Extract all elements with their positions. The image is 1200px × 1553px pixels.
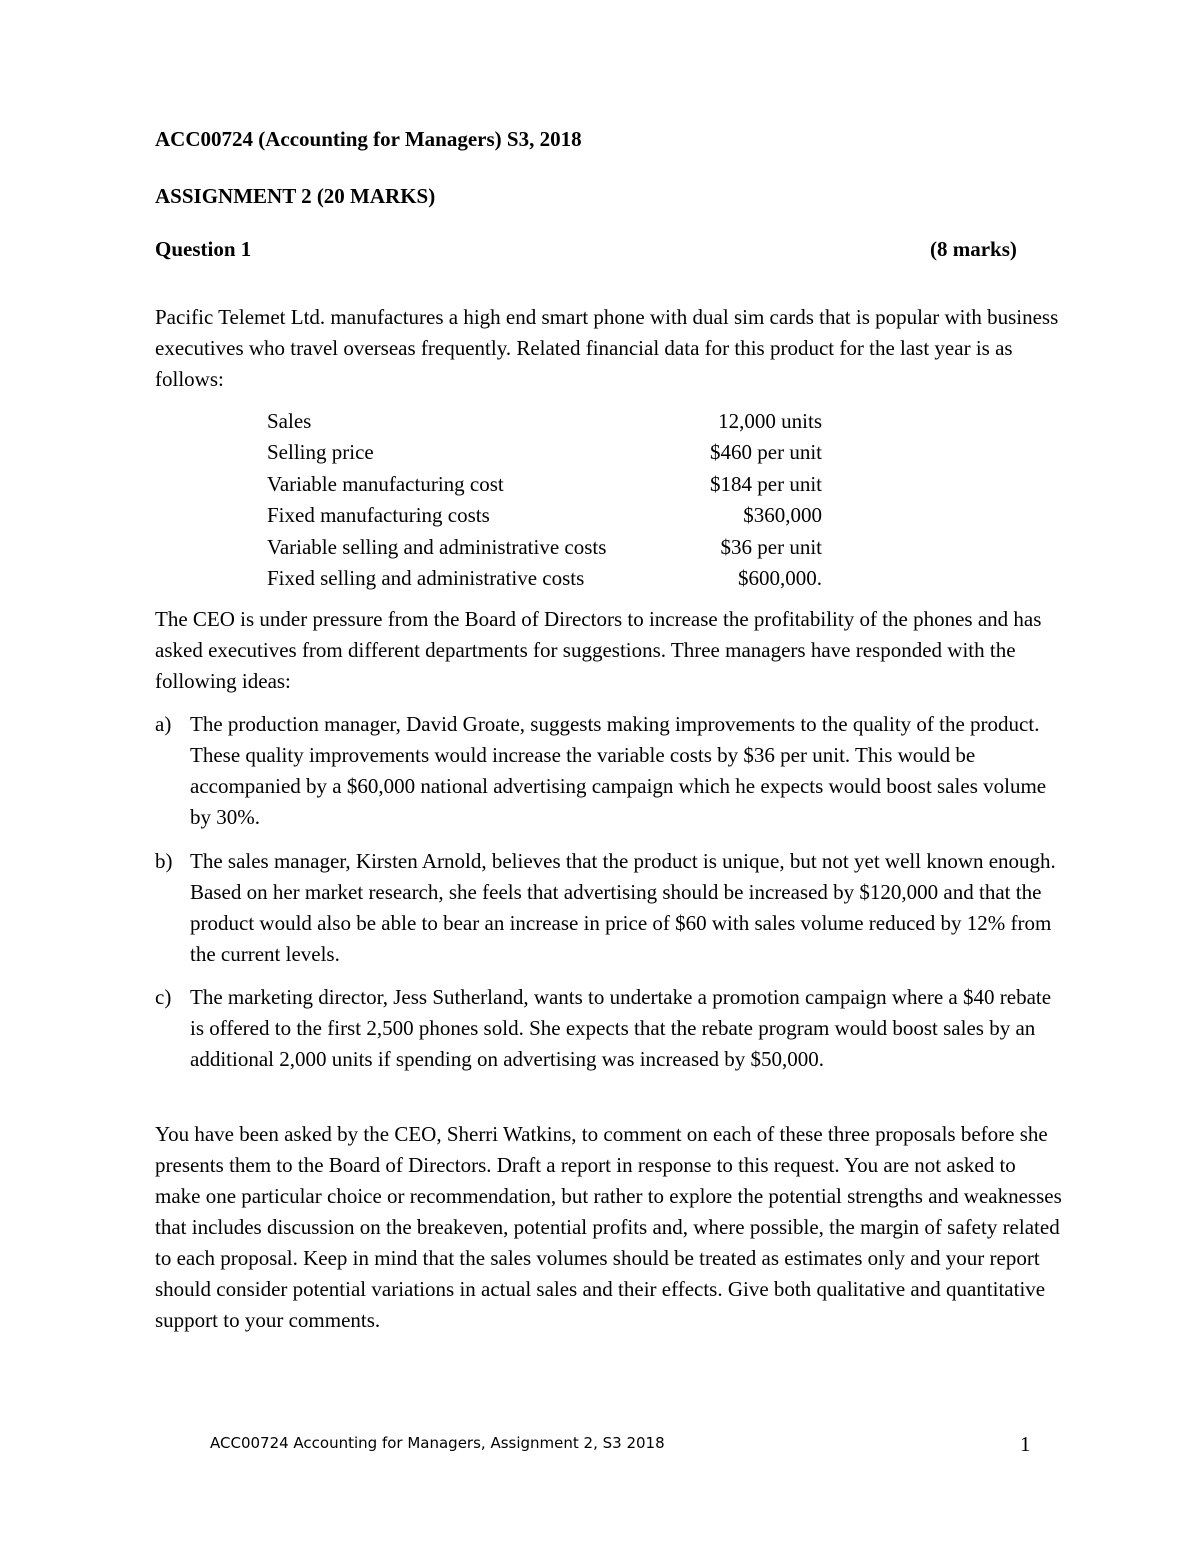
table-row <box>267 563 827 594</box>
row-value: $184 per unit <box>710 471 822 496</box>
financial-data-table <box>267 406 827 594</box>
row-value: $360,000 <box>743 503 822 528</box>
proposal-text: The sales manager, Kirsten Arnold, believes that the product is unique, but not yet well known enough. Based on her market research, she feels that advertising should be increased by $120,000 and that the product would also be able to bear an increase in price of $60 with sales volume reduced by 12% from the current levels. <box>190 849 1056 966</box>
intro-paragraph: Pacific Telemet Ltd. manufactures a high end smart phone with dual sim cards that is popular with business executives who travel overseas frequently. Related financial data for this product for the last year is as follows: <box>155 305 1059 391</box>
table-row <box>267 532 827 563</box>
table-row <box>267 469 827 500</box>
row-value: $460 per unit <box>710 440 822 465</box>
table-row <box>267 406 827 437</box>
row-value: $600,000. <box>738 566 822 591</box>
ceo-paragraph: The CEO is under pressure from the Board of Directors to increase the profitability of the phones and has asked executives from different departments for suggestions. Three managers have responded with the following ideas: <box>155 607 1042 693</box>
proposal-a <box>155 709 1065 833</box>
question-marks: (8 marks) <box>930 237 1017 261</box>
proposal-b <box>155 846 1065 970</box>
question-label: Question 1 <box>155 237 252 261</box>
page-number: 1 <box>1020 1432 1031 1456</box>
proposal-text: The production manager, David Groate, suggests making improvements to the quality of the product. These quality improvements would increase the variable costs by $36 per unit. This would be accompanied by a $60,000 national advertising campaign which he expects would boost sales volume by 30%. <box>190 712 1047 829</box>
row-label: Variable manufacturing cost <box>267 471 504 496</box>
table-row <box>267 437 827 468</box>
assignment-title: ASSIGNMENT 2 (20 MARKS) <box>155 184 436 208</box>
row-label: Sales <box>267 409 312 433</box>
closing-paragraph: You have been asked by the CEO, Sherri Watkins, to comment on each of these three proposals before she presents them to the Board of Directors. Draft a report in response to this request. You are not asked to make one particular choice or recommendation, but rather to explore the potential strengths and weaknesses that includes discussion on the breakeven, potential profits and, where possible, the margin of safety related to each proposal. Keep in mind that the sales volumes should be treated as estimates only and your report should consider potential variations in actual sales and their effects. Give both qualitative and quantitative support to your comments. <box>155 1122 1062 1332</box>
row-label: Selling price <box>267 440 374 465</box>
row-value: $36 per unit <box>720 534 822 559</box>
footer-text: ACC00724 Accounting for Managers, Assignment 2, S3 2018 <box>210 1434 665 1452</box>
proposal-text: The marketing director, Jess Sutherland, wants to undertake a promotion campaign where a $40 rebate is offered to the first 2,500 phones sold. She expects that the rebate program would boost sales by an additional 2,000 units if spending on advertising was increased by $50,000. <box>190 985 1052 1071</box>
list-marker: a) <box>155 712 172 736</box>
table-row <box>267 500 827 531</box>
row-label: Variable selling and administrative costs <box>267 534 607 559</box>
list-marker: c) <box>155 985 172 1009</box>
course-title: ACC00724 (Accounting for Managers) S3, 2018 <box>155 127 582 151</box>
row-value: 12,000 units <box>718 409 822 433</box>
list-marker: b) <box>155 849 173 873</box>
proposal-c <box>155 982 1065 1075</box>
row-label: Fixed manufacturing costs <box>267 503 490 528</box>
row-label: Fixed selling and administrative costs <box>267 566 585 591</box>
